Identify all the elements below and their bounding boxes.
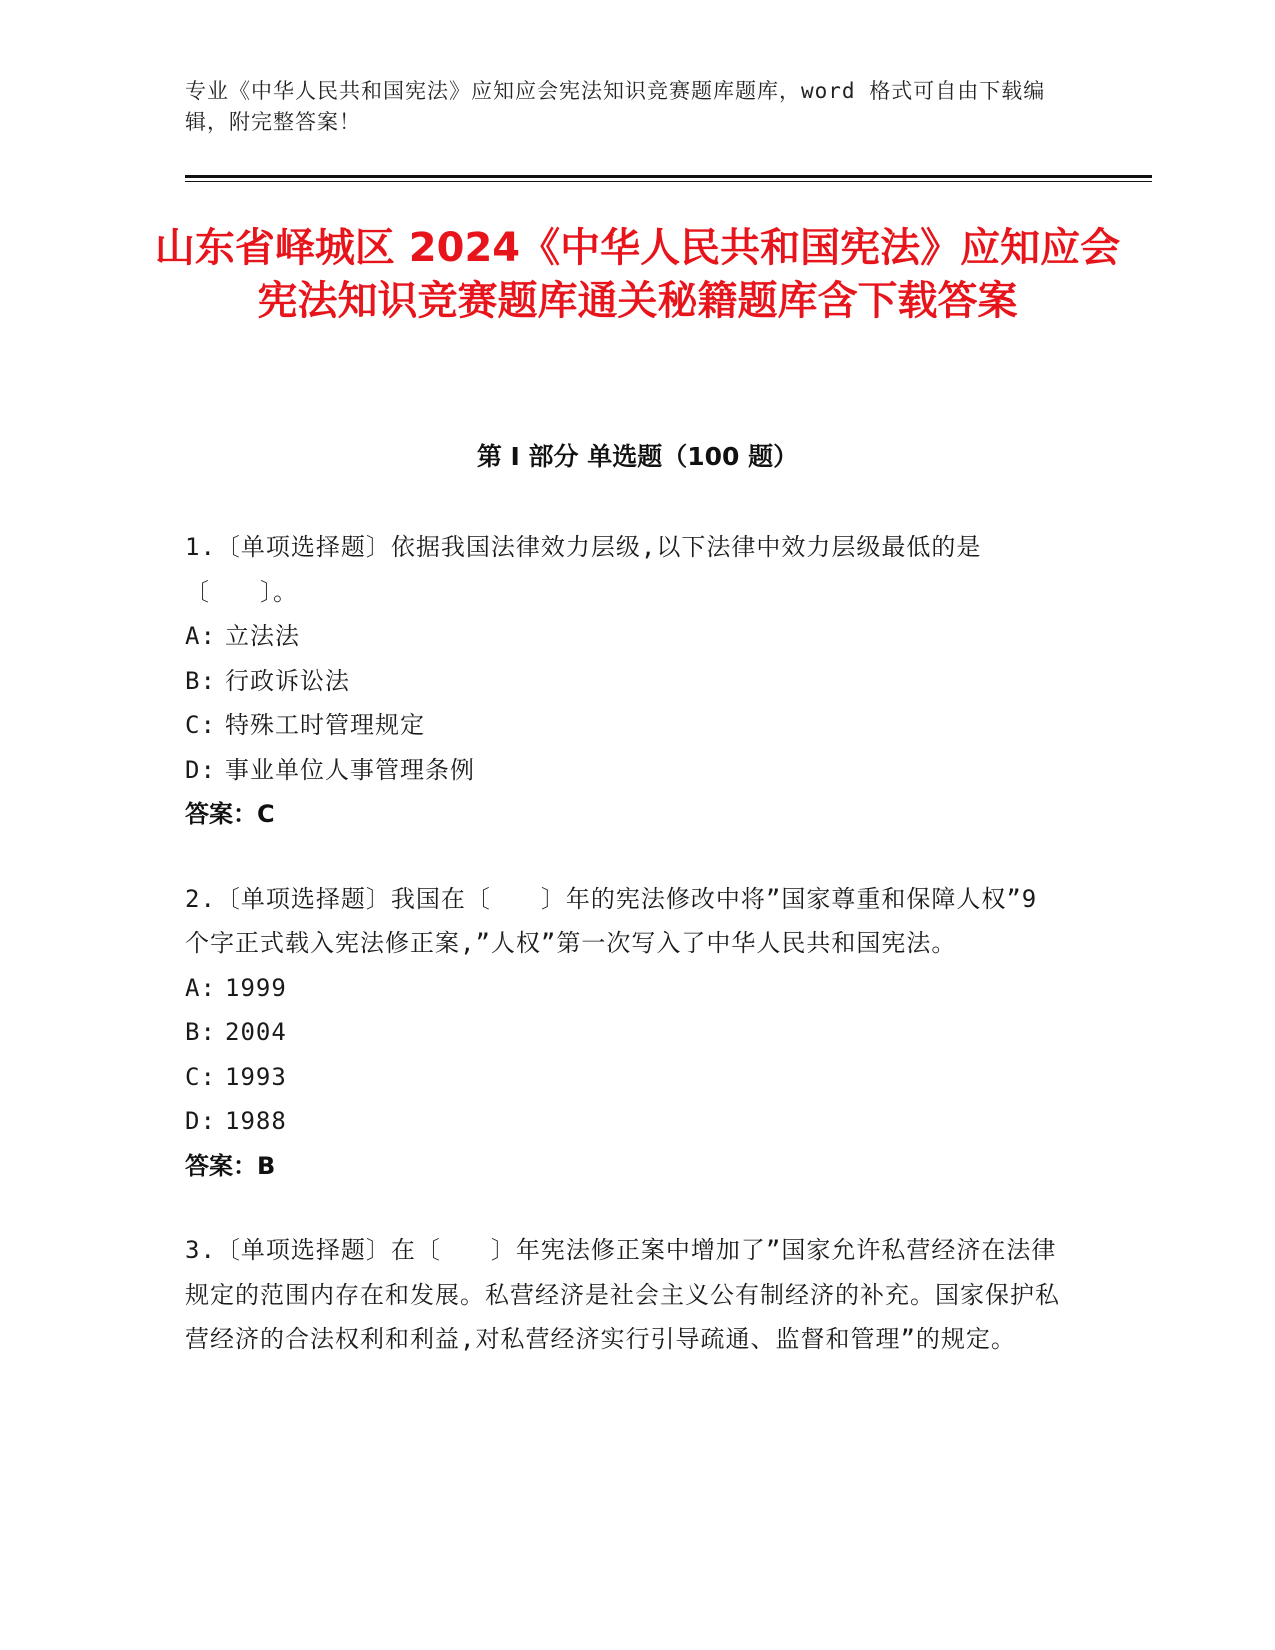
option-key: D:	[185, 1107, 216, 1135]
question-2	[185, 877, 1070, 1189]
option-text: 事业单位人事管理条例	[225, 755, 475, 784]
option-a	[185, 966, 1070, 1011]
option-text: 立法法	[225, 622, 300, 650]
section-heading: 第 I 部分 单选题（100 题）	[476, 442, 799, 471]
answer-line: 答案：B	[185, 1151, 276, 1180]
question-stem: 3.〔单项选择题〕在〔 〕年宪法修正案中增加了”国家允许私营经济在法律规定的范围内存在和发展。私营经济是社会主义公有制经济的补充。国家保护私营经济的合法权利和利益,对私营经济实行引导疏通、监督和管理”的规定。	[185, 1236, 1060, 1353]
option-a	[185, 614, 1070, 659]
option-key: C:	[185, 1062, 216, 1091]
option-key: D:	[185, 755, 216, 784]
option-d	[185, 1099, 1070, 1144]
question-list	[185, 525, 1070, 1402]
option-text: 行政诉讼法	[225, 666, 350, 695]
question-stem: 1.〔单项选择题〕依据我国法律效力层级,以下法律中效力层级最低的是〔 〕。	[185, 533, 982, 606]
header-divider-thin	[185, 181, 1152, 182]
option-key: B:	[185, 1018, 216, 1046]
header-note: 专业《中华人民共和国宪法》应知应会宪法知识竞赛题库题库，word 格式可自由下载编辑，附完整答案！	[185, 79, 1046, 134]
question-stem: 2.〔单项选择题〕我国在〔 〕年的宪法修改中将”国家尊重和保障人权”9 个字正式载入宪法修正案,”人权”第一次写入了中华人民共和国宪法。	[185, 884, 1038, 957]
option-key: A:	[185, 622, 216, 650]
option-b	[185, 1010, 1070, 1055]
question-1	[185, 525, 1070, 837]
document-title: 山东省峄城区 2024《中华人民共和国宪法》应知应会宪法知识竞赛题库通关秘籍题库含下载答案	[154, 225, 1121, 324]
option-text: 1999	[225, 973, 287, 1002]
option-key: A:	[185, 973, 216, 1002]
option-b	[185, 659, 1070, 704]
header-divider-thick	[185, 175, 1152, 178]
option-key: C:	[185, 711, 216, 739]
question-3	[185, 1228, 1070, 1362]
option-c	[185, 1055, 1070, 1100]
option-text: 2004	[225, 1018, 287, 1046]
option-text: 特殊工时管理规定	[225, 711, 425, 739]
answer-line: 答案：C	[185, 800, 275, 828]
option-text: 1988	[225, 1107, 287, 1135]
option-key: B:	[185, 666, 216, 695]
option-d	[185, 748, 1070, 793]
option-text: 1993	[225, 1062, 287, 1091]
option-c	[185, 703, 1070, 748]
